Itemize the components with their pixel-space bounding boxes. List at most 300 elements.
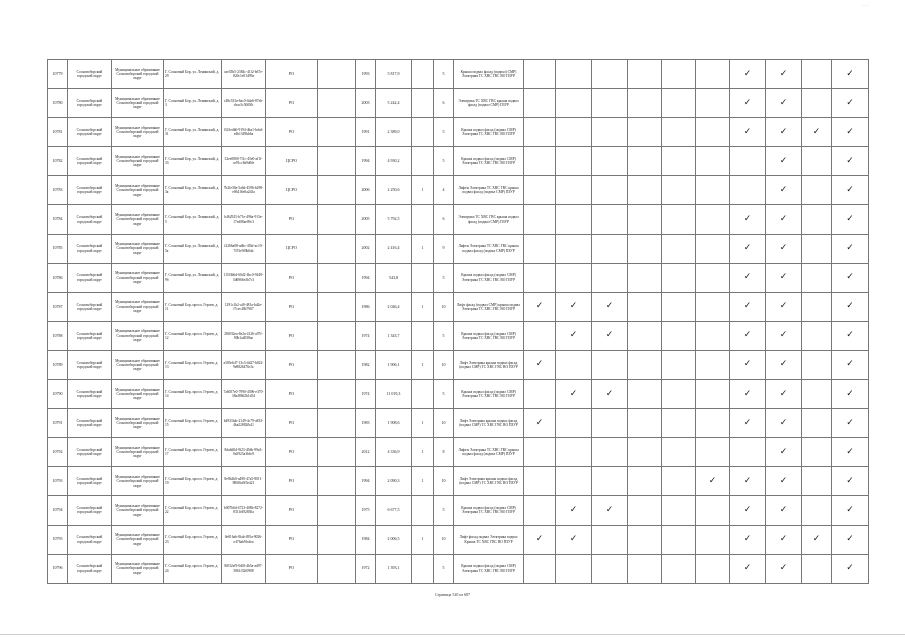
empty-cell (318, 234, 356, 263)
works-cell: Крыша подвал фасад (подвал СМР) Электрика ТС ХВС ГВС ВО ПЗУР (454, 321, 524, 350)
empty-check-cell (524, 234, 556, 263)
table-row (48, 496, 869, 525)
form-cell: РО (266, 525, 318, 554)
empty-cell (318, 409, 356, 438)
housing-registry-table-wrap (47, 59, 854, 584)
empty-check-cell (556, 147, 592, 176)
form-cell: РО (266, 380, 318, 409)
checkmark-icon: ✓ (766, 380, 802, 409)
empty-check-cell (802, 176, 832, 205)
owner-cell: Муниципальное образование Сосновоборский городской округ (112, 176, 164, 205)
empty-check-cell (696, 409, 730, 438)
checkmark-icon: ✓ (524, 409, 556, 438)
checkmark-icon: ✓ (766, 176, 802, 205)
empty-check-cell (662, 525, 696, 554)
form-cell: РО (266, 118, 318, 147)
row-id: 10782 (48, 147, 68, 176)
owner-cell: Муниципальное образование Сосновоборский городской округ (112, 292, 164, 321)
empty-cell (318, 350, 356, 379)
row-id: 10791 (48, 409, 68, 438)
empty-check-cell (592, 263, 628, 292)
form-cell: РО (266, 409, 318, 438)
empty-check-cell (556, 263, 592, 292)
checkmark-icon: ✓ (832, 525, 869, 554)
empty-check-cell (524, 176, 556, 205)
municipality-cell: Сосновоборский городской округ (68, 292, 112, 321)
floors-cell: 6 (434, 205, 454, 234)
empty-check-cell (662, 60, 696, 89)
year-cell: 2003 (356, 89, 376, 118)
empty-check-cell (696, 321, 730, 350)
area-cell: 2 389,0 (376, 118, 412, 147)
empty-check-cell (592, 467, 628, 496)
empty-cell (318, 525, 356, 554)
table-row (48, 438, 869, 467)
owner-cell: Муниципальное образование Сосновоборский городской округ (112, 321, 164, 350)
empty-check-cell (662, 263, 696, 292)
checkmark-icon: ✓ (766, 234, 802, 263)
year-cell: 2002 (356, 234, 376, 263)
checkmark-icon: ✓ (730, 89, 766, 118)
empty-check-cell (592, 525, 628, 554)
entrances-cell: 1 (412, 350, 434, 379)
empty-check-cell (556, 60, 592, 89)
empty-check-cell (592, 438, 628, 467)
fias-code-cell: f341edb0-9194-4ba1-bcbd-e4b1349bb6a (222, 118, 266, 147)
form-cell: ЦСРО (266, 176, 318, 205)
works-cell: Лифт фасад подвал Электрика подвал Крыша ТС ХВС ГВС ВО ПЗУР (454, 525, 524, 554)
municipality-cell: Сосновоборский городской округ (68, 147, 112, 176)
year-cell: 1974 (356, 321, 376, 350)
form-cell: РО (266, 263, 318, 292)
checkmark-icon: ✓ (766, 409, 802, 438)
fias-code-cell: b462925-b71e-496a-913e-17ed08ae09c3 (222, 205, 266, 234)
checkmark-icon: ✓ (730, 234, 766, 263)
owner-cell: Муниципальное образование Сосновоборский городской округ (112, 438, 164, 467)
form-cell: РО (266, 467, 318, 496)
year-cell: 2005 (356, 205, 376, 234)
row-id: 10789 (48, 350, 68, 379)
fias-code-cell: a305eb47-13c3-4d27-b822-9e8826476c3c (222, 350, 266, 379)
owner-cell: Муниципальное образование Сосновоборский городской округ (112, 467, 164, 496)
owner-cell: Муниципальное образование Сосновоборский городской округ (112, 147, 164, 176)
area-cell: 11 019,3 (376, 380, 412, 409)
works-cell: Крыша подвал фасад (подвал СМР) Электрика ТС ХВС ГВС ВО ПЗУР (454, 496, 524, 525)
checkmark-icon: ✓ (832, 554, 869, 583)
checkmark-icon: ✓ (730, 496, 766, 525)
entrances-cell (412, 118, 434, 147)
year-cell: 1982 (356, 350, 376, 379)
fias-code-cell: b4933fab-2149-4c79-a833-4ba22882fb41 (222, 409, 266, 438)
table-body (48, 60, 869, 584)
table-row (48, 525, 869, 554)
entrances-cell (412, 147, 434, 176)
checkmark-icon: ✓ (832, 321, 869, 350)
municipality-cell: Сосновоборский городской округ (68, 118, 112, 147)
checkmark-icon: ✓ (592, 321, 628, 350)
checkmark-icon: ✓ (832, 89, 869, 118)
fias-code-cell: 1291c1b2-af0-481a-bd2e-f7cec40b7967 (222, 292, 266, 321)
owner-cell: Муниципальное образование Сосновоборский городской округ (112, 554, 164, 583)
empty-check-cell (592, 89, 628, 118)
checkmark-icon: ✓ (730, 467, 766, 496)
municipality-cell: Сосновоборский городской округ (68, 409, 112, 438)
empty-check-cell (556, 234, 592, 263)
checkmark-icon: ✓ (832, 263, 869, 292)
empty-check-cell (524, 438, 556, 467)
entrances-cell (412, 205, 434, 234)
address-cell: Г. Сосновый Бор, просп. Героев, д. 24 (164, 554, 222, 583)
address-cell: Г. Сосновый Бор, ул. Ленинский, д. 33 (164, 147, 222, 176)
row-id: 10793 (48, 467, 68, 496)
checkmark-icon: ✓ (766, 350, 802, 379)
owner-cell: Муниципальное образование Сосновоборский городской округ (112, 118, 164, 147)
empty-check-cell (696, 525, 730, 554)
year-cell: 1974 (356, 380, 376, 409)
entrances-cell (412, 89, 434, 118)
checkmark-icon: ✓ (730, 321, 766, 350)
empty-check-cell (802, 234, 832, 263)
address-cell: Г. Сосновый Бор, ул. Ленинский, д. 3а (164, 176, 222, 205)
address-cell: Г. Сосновый Бор, просп. Героев, д. 17 (164, 438, 222, 467)
empty-check-cell (556, 467, 592, 496)
empty-check-cell (802, 292, 832, 321)
page-footer: Страница 520 из 687 (434, 592, 471, 597)
empty-check-cell (696, 496, 730, 525)
checkmark-icon: ✓ (730, 263, 766, 292)
empty-check-cell (802, 321, 832, 350)
address-cell: Г. Сосновый Бор, просп. Героев, д. 19 (164, 467, 222, 496)
checkmark-icon: ✓ (592, 292, 628, 321)
empty-cell (318, 321, 356, 350)
empty-check-cell (662, 409, 696, 438)
checkmark-icon: ✓ (696, 467, 730, 496)
municipality-cell: Сосновоборский городской округ (68, 380, 112, 409)
entrances-cell: 1 (412, 409, 434, 438)
checkmark-icon: ✓ (766, 60, 802, 89)
row-id: 10790 (48, 380, 68, 409)
empty-check-cell (592, 554, 628, 583)
checkmark-icon: ✓ (592, 496, 628, 525)
area-cell: 5 242,4 (376, 89, 412, 118)
municipality-cell: Сосновоборский городской округ (68, 234, 112, 263)
checkmark-icon: ✓ (730, 554, 766, 583)
checkmark-icon: ✓ (524, 292, 556, 321)
year-cell: 1972 (356, 554, 376, 583)
area-cell: 1 906,1 (376, 350, 412, 379)
floors-cell: 5 (434, 263, 454, 292)
empty-check-cell (802, 496, 832, 525)
floors-cell: 10 (434, 409, 454, 438)
floors-cell: 10 (434, 467, 454, 496)
table-row (48, 60, 869, 89)
empty-check-cell (696, 205, 730, 234)
empty-check-cell (696, 263, 730, 292)
row-id: 10781 (48, 118, 68, 147)
area-cell: 5 817,9 (376, 60, 412, 89)
empty-check-cell (628, 176, 662, 205)
checkmark-icon: ✓ (802, 118, 832, 147)
works-cell: Электрика ТС ХВС ГВС крыша подвал фасад (подвал СМР) ПЗУР (454, 89, 524, 118)
fias-code-cell: 8e9b2b0-a490-47a5-8011-880f6a9f5e421 (222, 467, 266, 496)
works-cell: Электрика ТС ХВС ГВС крыша подвал фасад (подвал СМР) ПЗУР (454, 205, 524, 234)
municipality-cell: Сосновоборский городской округ (68, 321, 112, 350)
table-row (48, 467, 869, 496)
empty-check-cell (592, 176, 628, 205)
year-cell: 1984 (356, 525, 376, 554)
form-cell: РО (266, 554, 318, 583)
empty-check-cell (730, 176, 766, 205)
empty-check-cell (592, 409, 628, 438)
empty-check-cell (556, 89, 592, 118)
row-id: 10796 (48, 554, 68, 583)
empty-check-cell (592, 350, 628, 379)
area-cell: 2 250,6 (376, 176, 412, 205)
address-cell: Г. Сосновый Бор, ул. Ленинский, д. 3 (164, 89, 222, 118)
works-cell: Крыша подвал фасад (подвал) СМР) Электрика ТС ХВС ГВС ВО ПЗУР (454, 60, 524, 89)
floors-cell: 9 (434, 234, 454, 263)
empty-check-cell (662, 292, 696, 321)
address-cell: Г. Сосновый Бор, просп. Героев, д. 15 (164, 409, 222, 438)
empty-check-cell (628, 292, 662, 321)
checkmark-icon: ✓ (832, 234, 869, 263)
floors-cell: 6 (434, 89, 454, 118)
empty-check-cell (556, 409, 592, 438)
floors-cell: 8 (434, 438, 454, 467)
empty-check-cell (696, 380, 730, 409)
row-id: 10794 (48, 496, 68, 525)
fias-code-cell: cae35b5-2384c-41f2-b67e-820c1e01499a (222, 60, 266, 89)
checkmark-icon: ✓ (592, 380, 628, 409)
form-cell: РО (266, 60, 318, 89)
floors-cell: 5 (434, 554, 454, 583)
row-id: 10795 (48, 525, 68, 554)
row-id: 10788 (48, 321, 68, 350)
table-row (48, 234, 869, 263)
empty-check-cell (662, 176, 696, 205)
empty-check-cell (628, 60, 662, 89)
fias-code-cell: 8f032ef9-0d0f-4b5a-ad97-5861f32f0988 (222, 554, 266, 583)
empty-check-cell (802, 205, 832, 234)
empty-check-cell (628, 350, 662, 379)
fias-code-cell: 28f032ea-8e2a-4126-a97f-90b1a4038ae (222, 321, 266, 350)
checkmark-icon: ✓ (832, 496, 869, 525)
scan-mark-top-right: — — (862, 3, 869, 7)
checkmark-icon: ✓ (766, 89, 802, 118)
empty-cell (318, 205, 356, 234)
empty-check-cell (662, 89, 696, 118)
empty-check-cell (524, 60, 556, 89)
checkmark-icon: ✓ (766, 118, 802, 147)
address-cell: Г. Сосновый Бор, ул. Ленинский, д. 9б (164, 263, 222, 292)
scan-mark-bottom (0, 634, 905, 635)
empty-cell (318, 438, 356, 467)
empty-check-cell (696, 147, 730, 176)
owner-cell: Муниципальное образование Сосновоборский городской округ (112, 234, 164, 263)
entrances-cell (412, 60, 434, 89)
empty-cell (318, 467, 356, 496)
fias-code-cell: f2266a08-ad6c-45bf-ac10-7f53e9f0b0ab (222, 234, 266, 263)
empty-check-cell (628, 205, 662, 234)
empty-check-cell (592, 118, 628, 147)
municipality-cell: Сосновоборский городской округ (68, 554, 112, 583)
checkmark-icon: ✓ (766, 525, 802, 554)
area-cell: 4 336,9 (376, 438, 412, 467)
checkmark-icon: ✓ (832, 60, 869, 89)
floors-cell: 10 (434, 525, 454, 554)
municipality-cell: Сосновоборский городской округ (68, 176, 112, 205)
empty-check-cell (662, 350, 696, 379)
municipality-cell: Сосновоборский городской округ (68, 525, 112, 554)
empty-check-cell (730, 438, 766, 467)
empty-check-cell (730, 147, 766, 176)
empty-check-cell (628, 263, 662, 292)
year-cell: 1994 (356, 263, 376, 292)
owner-cell: Муниципальное образование Сосновоборский городской округ (112, 496, 164, 525)
address-cell: Г. Сосновый Бор, ул. Ленинский, д. 5 (164, 205, 222, 234)
empty-check-cell (628, 147, 662, 176)
empty-check-cell (696, 292, 730, 321)
empty-check-cell (592, 205, 628, 234)
row-id: 10786 (48, 263, 68, 292)
empty-check-cell (524, 321, 556, 350)
checkmark-icon: ✓ (524, 350, 556, 379)
empty-check-cell (662, 496, 696, 525)
address-cell: Г. Сосновый Бор, ул. Ленинский, д. 29 (164, 60, 222, 89)
empty-check-cell (556, 176, 592, 205)
empty-check-cell (524, 496, 556, 525)
housing-registry-table (47, 59, 869, 584)
empty-check-cell (524, 89, 556, 118)
owner-cell: Муниципальное образование Сосновоборский городской округ (112, 60, 164, 89)
fias-code-cell: 1f5f3b6d-60d2-4bc0-9449-3d6966e3b7c3 (222, 263, 266, 292)
empty-check-cell (556, 350, 592, 379)
checkmark-icon: ✓ (730, 525, 766, 554)
checkmark-icon: ✓ (556, 525, 592, 554)
empty-check-cell (662, 467, 696, 496)
checkmark-icon: ✓ (766, 147, 802, 176)
empty-check-cell (802, 467, 832, 496)
empty-check-cell (524, 205, 556, 234)
area-cell: 4 930,2 (376, 147, 412, 176)
empty-check-cell (696, 350, 730, 379)
year-cell: 1983 (356, 409, 376, 438)
area-cell: 2 416,4 (376, 234, 412, 263)
address-cell: Г. Сосновый Бор, просп. Героев, д. 12 (164, 321, 222, 350)
empty-check-cell (802, 554, 832, 583)
checkmark-icon: ✓ (766, 292, 802, 321)
empty-check-cell (802, 438, 832, 467)
checkmark-icon: ✓ (832, 350, 869, 379)
table-row (48, 554, 869, 583)
form-cell: РО (266, 438, 318, 467)
empty-check-cell (556, 118, 592, 147)
empty-check-cell (662, 234, 696, 263)
works-cell: Лифты Электрика ТС ХВС ГВС крыша подвал фасад (подвал СМР) ПЗУР (454, 438, 524, 467)
empty-check-cell (628, 525, 662, 554)
table-row (48, 380, 869, 409)
row-id: 10783 (48, 176, 68, 205)
row-id: 10785 (48, 234, 68, 263)
empty-check-cell (662, 205, 696, 234)
owner-cell: Муниципальное образование Сосновоборский городской округ (112, 409, 164, 438)
floors-cell: 4 (434, 176, 454, 205)
empty-cell (318, 263, 356, 292)
address-cell: Г. Сосновый Бор, просп. Героев, д. 14 (164, 380, 222, 409)
works-cell: Крыша подвал фасад (подвал СМР) Электрика ТС ХВС ГВС ВО ПЗУР (454, 263, 524, 292)
empty-check-cell (524, 118, 556, 147)
empty-check-cell (802, 147, 832, 176)
empty-cell (318, 60, 356, 89)
table-row (48, 409, 869, 438)
works-cell: Крыша подвал фасад (подвал СМР) Электрика ТС ХВС ГВС ВО ПЗУР (454, 118, 524, 147)
empty-check-cell (628, 496, 662, 525)
empty-check-cell (802, 89, 832, 118)
entrances-cell: 1 (412, 525, 434, 554)
table-row (48, 205, 869, 234)
floors-cell: 5 (434, 60, 454, 89)
checkmark-icon: ✓ (832, 176, 869, 205)
empty-check-cell (696, 176, 730, 205)
entrances-cell (412, 263, 434, 292)
entrances-cell: 1 (412, 467, 434, 496)
works-cell: Крыша подвал фасад (подвал СМР) Электрика ТС ХВС ГВС ВО ПЗУР (454, 147, 524, 176)
address-cell: Г. Сосновый Бор, просп. Героев, д. 11 (164, 292, 222, 321)
address-cell: Г. Сосновый Бор, просп. Героев, д. 22 (164, 496, 222, 525)
form-cell: РО (266, 496, 318, 525)
table-row (48, 292, 869, 321)
checkmark-icon: ✓ (832, 438, 869, 467)
owner-cell: Муниципальное образование Сосновоборский городской округ (112, 380, 164, 409)
checkmark-icon: ✓ (766, 467, 802, 496)
address-cell: Г. Сосновый Бор, ул. Ленинский, д. 5а (164, 234, 222, 263)
empty-check-cell (696, 89, 730, 118)
checkmark-icon: ✓ (832, 118, 869, 147)
owner-cell: Муниципальное образование Сосновоборский городской округ (112, 263, 164, 292)
area-cell: 1 343,7 (376, 321, 412, 350)
area-cell: 5 792,5 (376, 205, 412, 234)
empty-check-cell (696, 438, 730, 467)
owner-cell: Муниципальное образование Сосновоборский городской округ (112, 205, 164, 234)
empty-check-cell (524, 147, 556, 176)
checkmark-icon: ✓ (766, 496, 802, 525)
empty-check-cell (556, 438, 592, 467)
floors-cell: 10 (434, 350, 454, 379)
entrances-cell: 1 (412, 292, 434, 321)
empty-check-cell (556, 205, 592, 234)
municipality-cell: Сосновоборский городской округ (68, 205, 112, 234)
checkmark-icon: ✓ (730, 380, 766, 409)
table-row (48, 176, 869, 205)
works-cell: Лифты Электрика ТС ХВС ГВС крыша подвал фасад (подвал СМР) ПЗУР (454, 176, 524, 205)
checkmark-icon: ✓ (730, 292, 766, 321)
empty-cell (318, 147, 356, 176)
empty-check-cell (662, 147, 696, 176)
checkmark-icon: ✓ (730, 205, 766, 234)
checkmark-icon: ✓ (730, 118, 766, 147)
table-row (48, 118, 869, 147)
checkmark-icon: ✓ (730, 350, 766, 379)
empty-cell (318, 554, 356, 583)
table-row (48, 350, 869, 379)
empty-check-cell (662, 118, 696, 147)
floors-cell: 5 (434, 321, 454, 350)
entrances-cell (412, 496, 434, 525)
entrances-cell (412, 321, 434, 350)
municipality-cell: Сосновоборский городской округ (68, 60, 112, 89)
row-id: 10792 (48, 438, 68, 467)
entrances-cell: 1 (412, 234, 434, 263)
